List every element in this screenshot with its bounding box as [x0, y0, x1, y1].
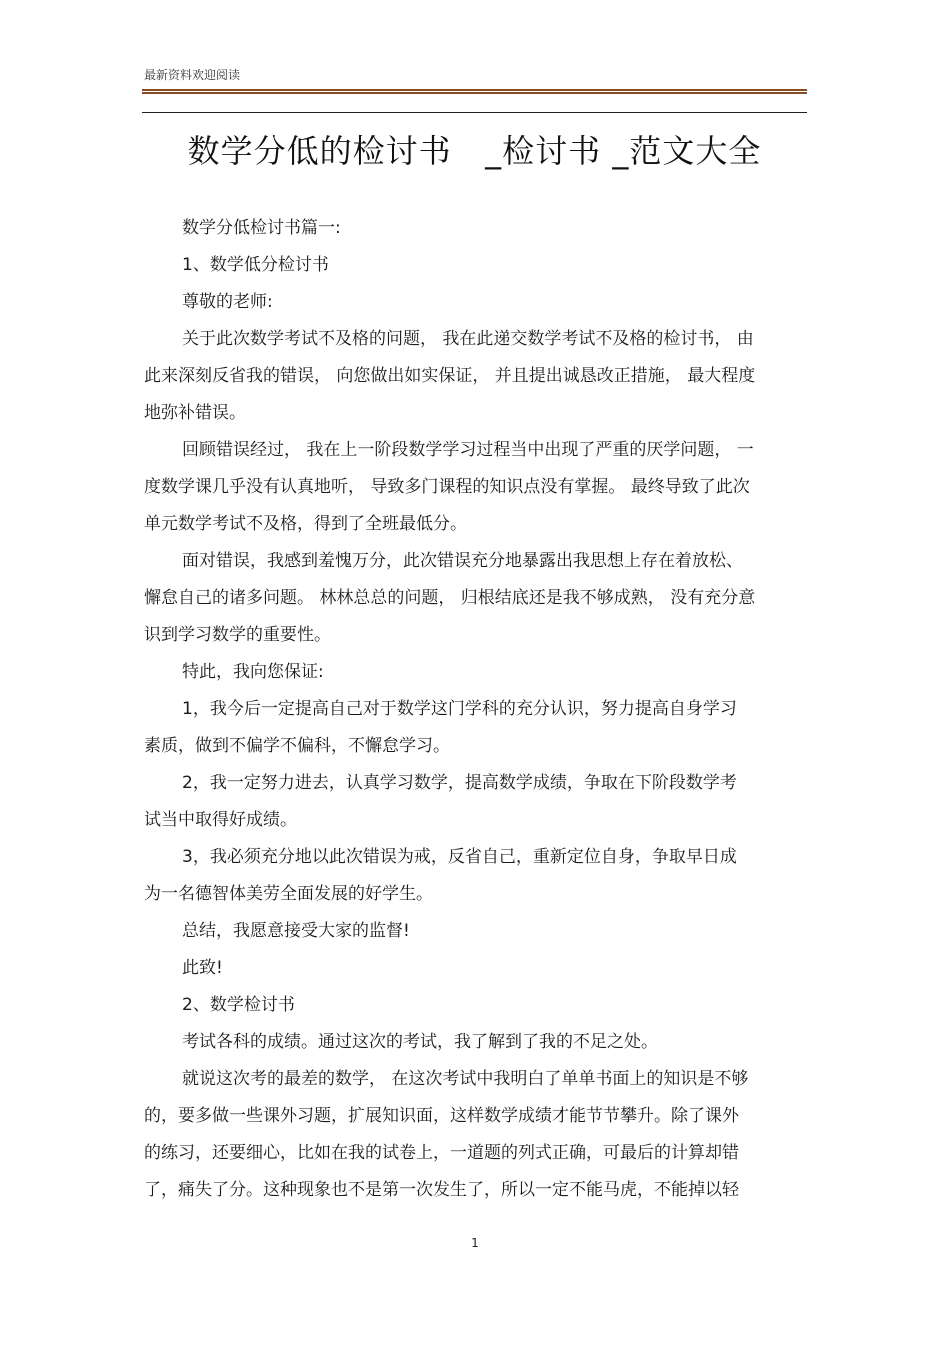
paragraph-line: 地弥补错误。: [144, 403, 246, 423]
salutation: 尊敬的老师:: [182, 292, 273, 312]
paragraph-line: 回顾错误经过， 我在上一阶段数学学习过程当中出现了严重的厌学问题， 一: [182, 440, 754, 460]
paragraph-line: 单元数学考试不及格，得到了全班最低分。: [144, 514, 467, 534]
paragraph-line: 就说这次考的最差的数学， 在这次考试中我明白了单单书面上的知识是不够: [182, 1069, 749, 1089]
document-title: 数学分低的检讨书 _检讨书 _范文大全: [187, 132, 762, 170]
closing-line: 此致!: [182, 958, 223, 978]
paragraph-line: 此来深刻反省我的错误， 向您做出如实保证， 并且提出诚恳改正措施， 最大程度: [144, 366, 756, 386]
list-item-line: 为一名德智体美劳全面发展的好学生。: [144, 884, 433, 904]
list-item-line: 3，我必须充分地以此次错误为戒，反省自己，重新定位自身，争取早日成: [182, 847, 737, 867]
header-thin-rule: [142, 112, 807, 113]
list-item-line: 2，我一定努力进去，认真学习数学，提高数学成绩，争取在下阶段数学考: [182, 773, 737, 793]
paragraph-line: 考试各科的成绩。通过这次的考试，我了解到了我的不足之处。: [182, 1032, 658, 1052]
paragraph-line: 的，要多做一些课外习题，扩展知识面，这样数学成绩才能节节攀升。除了课外: [144, 1106, 739, 1126]
paragraph-line: 的练习，还要细心，比如在我的试卷上，一道题的列式正确，可最后的计算却错: [144, 1143, 739, 1163]
paragraph-line: 面对错误，我感到羞愧万分，此次错误充分地暴露出我思想上存在着放松、: [182, 551, 743, 571]
subsection-heading: 2、数学检讨书: [182, 995, 295, 1015]
section-heading: 数学分低检讨书篇一:: [182, 218, 341, 238]
page-number: 1: [471, 1236, 479, 1250]
paragraph-line: 特此，我向您保证:: [182, 662, 324, 682]
header-double-rule: [142, 89, 807, 94]
paragraph-line: 识到学习数学的重要性。: [144, 625, 331, 645]
paragraph-line: 了，痛失了分。这种现象也不是第一次发生了，所以一定不能马虎，不能掉以轻: [144, 1180, 739, 1200]
list-item-line: 素质，做到不偏学不偏科，不懈怠学习。: [144, 736, 450, 756]
running-header: 最新资料欢迎阅读: [144, 68, 241, 82]
subsection-heading: 1、数学低分检讨书: [182, 255, 329, 275]
list-item-line: 1，我今后一定提高自己对于数学这门学科的充分认识，努力提高自身学习: [182, 699, 737, 719]
list-item-line: 试当中取得好成绩。: [144, 810, 297, 830]
document-body: [144, 210, 806, 1209]
paragraph-line: 度数学课几乎没有认真地听， 导致多门课程的知识点没有掌握。 最终导致了此次: [144, 477, 750, 497]
paragraph-line: 懈怠自己的诸多问题。 林林总总的问题， 归根结底还是我不够成熟， 没有充分意: [144, 588, 756, 608]
paragraph-line: 关于此次数学考试不及格的问题， 我在此递交数学考试不及格的检讨书， 由: [182, 329, 754, 349]
paragraph-line: 总结，我愿意接受大家的监督!: [182, 921, 410, 941]
